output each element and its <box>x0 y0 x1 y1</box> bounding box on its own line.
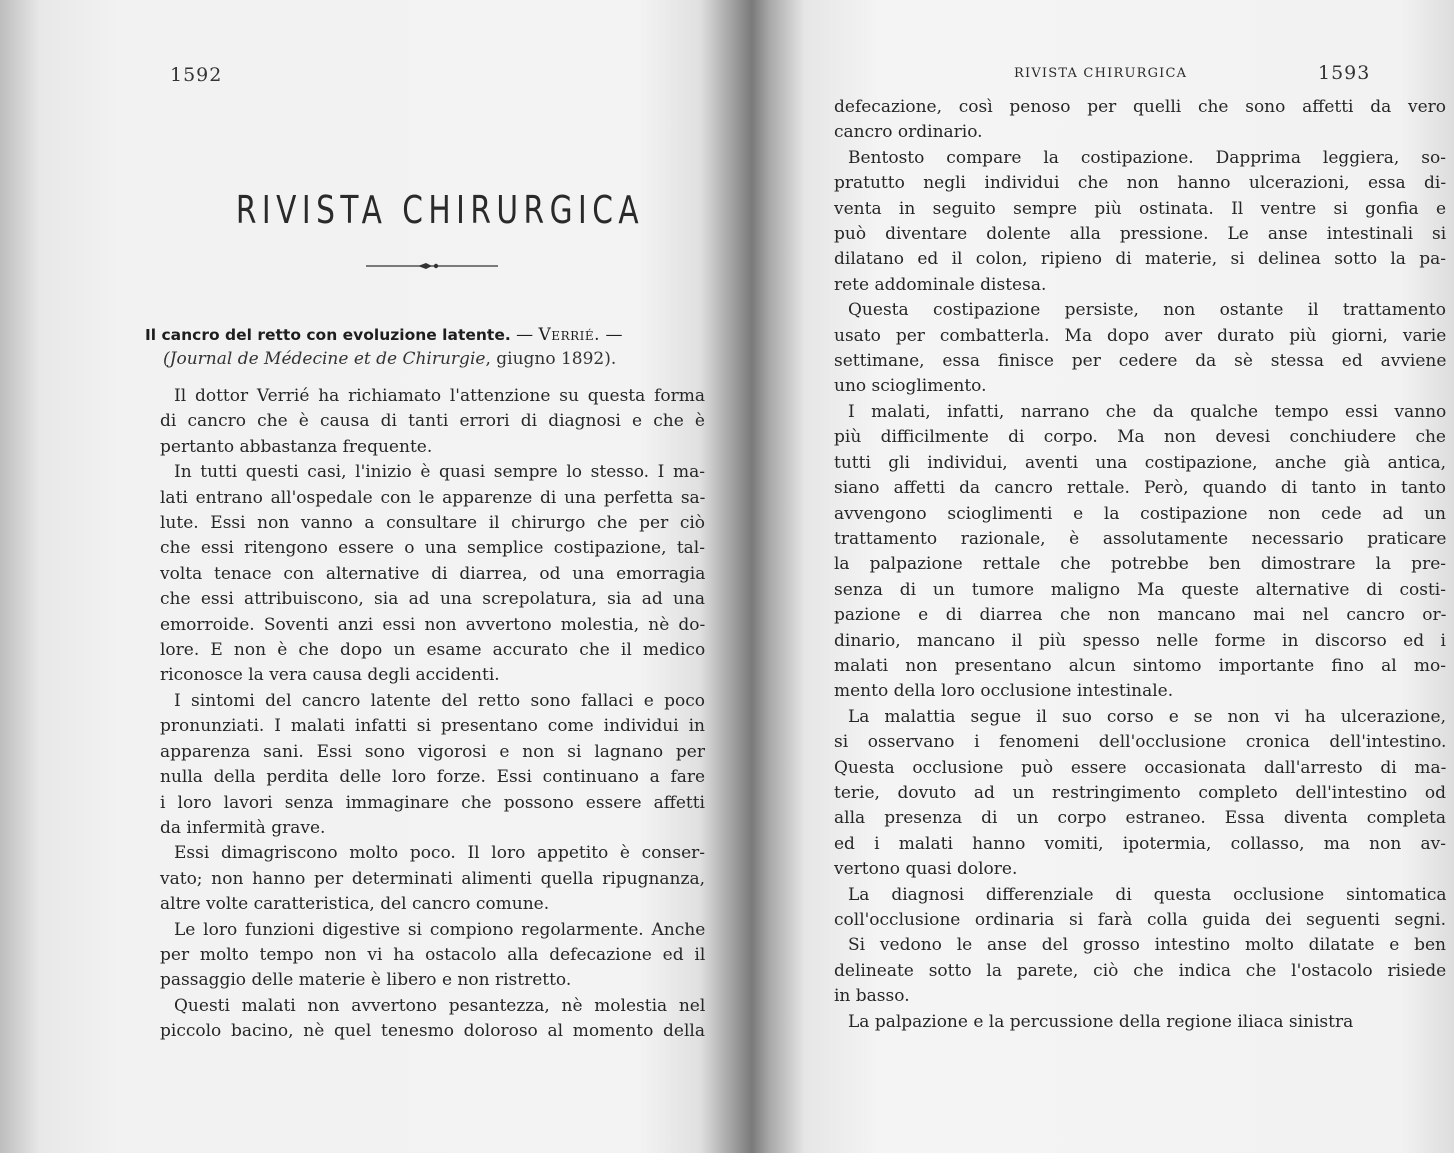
right-page-number: 1593 <box>1318 62 1371 84</box>
right-page <box>758 0 1454 1153</box>
source-paren: ( <box>163 349 170 369</box>
text-line: piccolo bacino, nè quel tenesmo doloroso al momento della <box>160 1021 705 1042</box>
text-line: La malattia segue il suo corso e se non vi ha ulcerazione, <box>848 706 1446 727</box>
text-line: Questa occlusione può essere occasionata dall'arresto di ma- <box>834 757 1447 778</box>
text-line: può diventare dolente alla pressione. Le anse intestinali si <box>834 224 1447 245</box>
text-line: la palpazione rettale che potrebbe ben dimostrare la pre- <box>834 554 1446 575</box>
text-line: per molto tempo non vi ha ostacolo alla defecazione ed il <box>160 944 706 965</box>
text-line: i loro lavori senza immaginare che possono essere affetti <box>160 792 705 813</box>
text-line: pertanto abbastanza frequente. <box>160 436 433 457</box>
text-line: La palpazione e la percussione della regione iliaca sinistra <box>848 1011 1354 1032</box>
text-line: avvengono scioglimenti e la costipazione non cede ad un <box>834 503 1446 524</box>
text-line: tutti gli individui, aventi una costipazione, anche già antica, <box>834 452 1446 473</box>
text-line: malati non presentano alcun sintomo importante fino al mo- <box>834 655 1446 676</box>
text-line: Questi malati non avvertono pesantezza, nè molestia nel <box>174 995 706 1016</box>
text-line: più difficilmente di corpo. Ma non devesi conchiudere che <box>834 427 1446 448</box>
text-line: pronunziati. I malati infatti si presentano come individui in <box>160 716 705 737</box>
text-line: che essi attribuiscono, sia ad una screpolatura, sia ad una <box>160 589 706 610</box>
text-line: uno scioglimento. <box>834 376 987 397</box>
text-line: trattamento razionale, è assolutamente necessario praticare <box>834 528 1447 549</box>
text-line: mento della loro occlusione intestinale. <box>834 681 1174 702</box>
text-line: pazione e di diarrea che non mancano mai nel cancro or- <box>834 605 1447 626</box>
text-line: Le loro funzioni digestive si compiono regolarmente. Anche <box>174 919 706 940</box>
text-line: dinario, mancano il più spesso nelle forme in discorso ed i <box>834 630 1446 651</box>
ornament-rule <box>362 262 502 270</box>
text-line: apparenza sani. Essi sono vigorosi e non si lagnano per <box>160 741 705 762</box>
text-line: Questa costipazione persiste, non ostante il trattamento <box>848 300 1446 321</box>
left-body-text <box>160 384 705 1045</box>
dash: — <box>600 325 623 345</box>
right-body-text <box>834 95 1446 1035</box>
text-line: vato; non hanno per determinati alimenti quella ripugnanza, <box>160 868 705 889</box>
text-line: lute. Essi non vanno a consultare il chirurgo che per ciò <box>160 513 706 534</box>
text-line: Essi dimagriscono molto poco. Il loro appetito è conser- <box>174 843 705 864</box>
text-line: dilatano ed il colon, ripieno di materie, si delinea sotto la pa- <box>834 249 1447 270</box>
text-line: in basso. <box>834 986 910 1007</box>
text-line: lati entrano all'ospedale con le apparenze di una perfetta sa- <box>160 487 706 508</box>
text-line: Si vedono le anse del grosso intestino molto dilatate e ben <box>848 935 1446 956</box>
article-heading <box>145 323 713 371</box>
text-line: volta tenace con alternative di diarrea, od una emorragia <box>160 563 706 584</box>
text-line: passaggio delle materie è libero e non ristretto. <box>160 970 572 991</box>
text-line: usato per combatterla. Ma dopo aver durato più giorni, varie <box>834 325 1447 346</box>
text-line: In tutti questi casi, l'inizio è quasi sempre lo stesso. I ma- <box>174 462 705 483</box>
text-line: altre volte caratteristica, del cancro comune. <box>160 894 550 915</box>
text-line: nulla della perdita delle loro forze. Essi continuano a fare <box>160 767 706 788</box>
text-line: cancro ordinario. <box>834 122 983 143</box>
text-line: che essi ritengono essere o una semplice costipazione, tal- <box>160 538 705 559</box>
text-line: Bentosto compare la costipazione. Dapprima leggiera, so- <box>848 147 1446 168</box>
text-line: Il dottor Verrié ha richiamato l'attenzione su questa forma <box>174 386 705 406</box>
running-head: RIVISTA CHIRURGICA <box>1014 66 1188 81</box>
text-line: vertono quasi dolore. <box>834 859 1018 880</box>
text-line: delineate sotto la parete, ciò che indica che l'ostacolo risiede <box>834 960 1447 981</box>
text-line: ed i malati hanno vomiti, ipotermia, collasso, ma non av- <box>834 833 1446 854</box>
text-line: alla presenza di un corpo estraneo. Essa diventa completa <box>834 808 1446 829</box>
text-line: coll'occlusione ordinaria si farà colla guida dei seguenti segni. <box>834 910 1446 930</box>
text-line: venta in seguito sempre più ostinata. Il ventre si gonfia e <box>834 198 1446 219</box>
text-line: si osservano i fenomeni dell'occlusione cronica dell'intestino. <box>834 732 1447 753</box>
dash: — <box>510 325 539 345</box>
article-author: Verrié. <box>538 325 601 345</box>
text-line: terie, dovuto ad un restringimento completo dell'intestino od <box>834 782 1446 803</box>
left-page-number: 1592 <box>170 64 223 86</box>
text-line: pratutto negli individui che non hanno ulcerazioni, essa di- <box>834 173 1447 194</box>
text-line: defecazione, così penoso per quelli che sono affetti da vero <box>834 97 1446 117</box>
text-line: settimane, essa finisce per cedere da sè stessa ed avviene <box>834 351 1447 372</box>
text-line: emorroide. Soventi anzi essi non avvertono molestia, nè do- <box>160 614 706 635</box>
source-journal: Journal de Médecine et de Chirurgie <box>169 349 486 369</box>
article-title: Il cancro del retto con evoluzione latente. <box>145 326 511 344</box>
text-line: I malati, infatti, narrano che da qualche tempo essi vanno <box>848 401 1447 422</box>
text-line: siano affetti da cancro rettale. Però, quando di tanto in tanto <box>834 478 1446 499</box>
text-line: da infermità grave. <box>160 817 326 838</box>
source-date: , giugno 1892). <box>485 349 617 369</box>
text-line: La diagnosi differenziale di questa occlusione sintomatica <box>848 884 1447 905</box>
text-line: I sintomi del cancro latente del retto sono fallaci e poco <box>174 690 705 711</box>
text-line: di cancro che è causa di tanti errori di diagnosi e che è <box>160 411 705 432</box>
text-line: riconosce la vera causa degli accidenti. <box>160 665 500 686</box>
journal-title: RIVISTA CHIRURGICA <box>235 188 645 232</box>
text-line: senza di un tumore maligno Ma queste alternative di costi- <box>834 579 1446 600</box>
text-line: rete addominale distesa. <box>834 274 1047 295</box>
text-line: lore. E non è che dopo un esame accurato che il medico <box>160 640 706 661</box>
